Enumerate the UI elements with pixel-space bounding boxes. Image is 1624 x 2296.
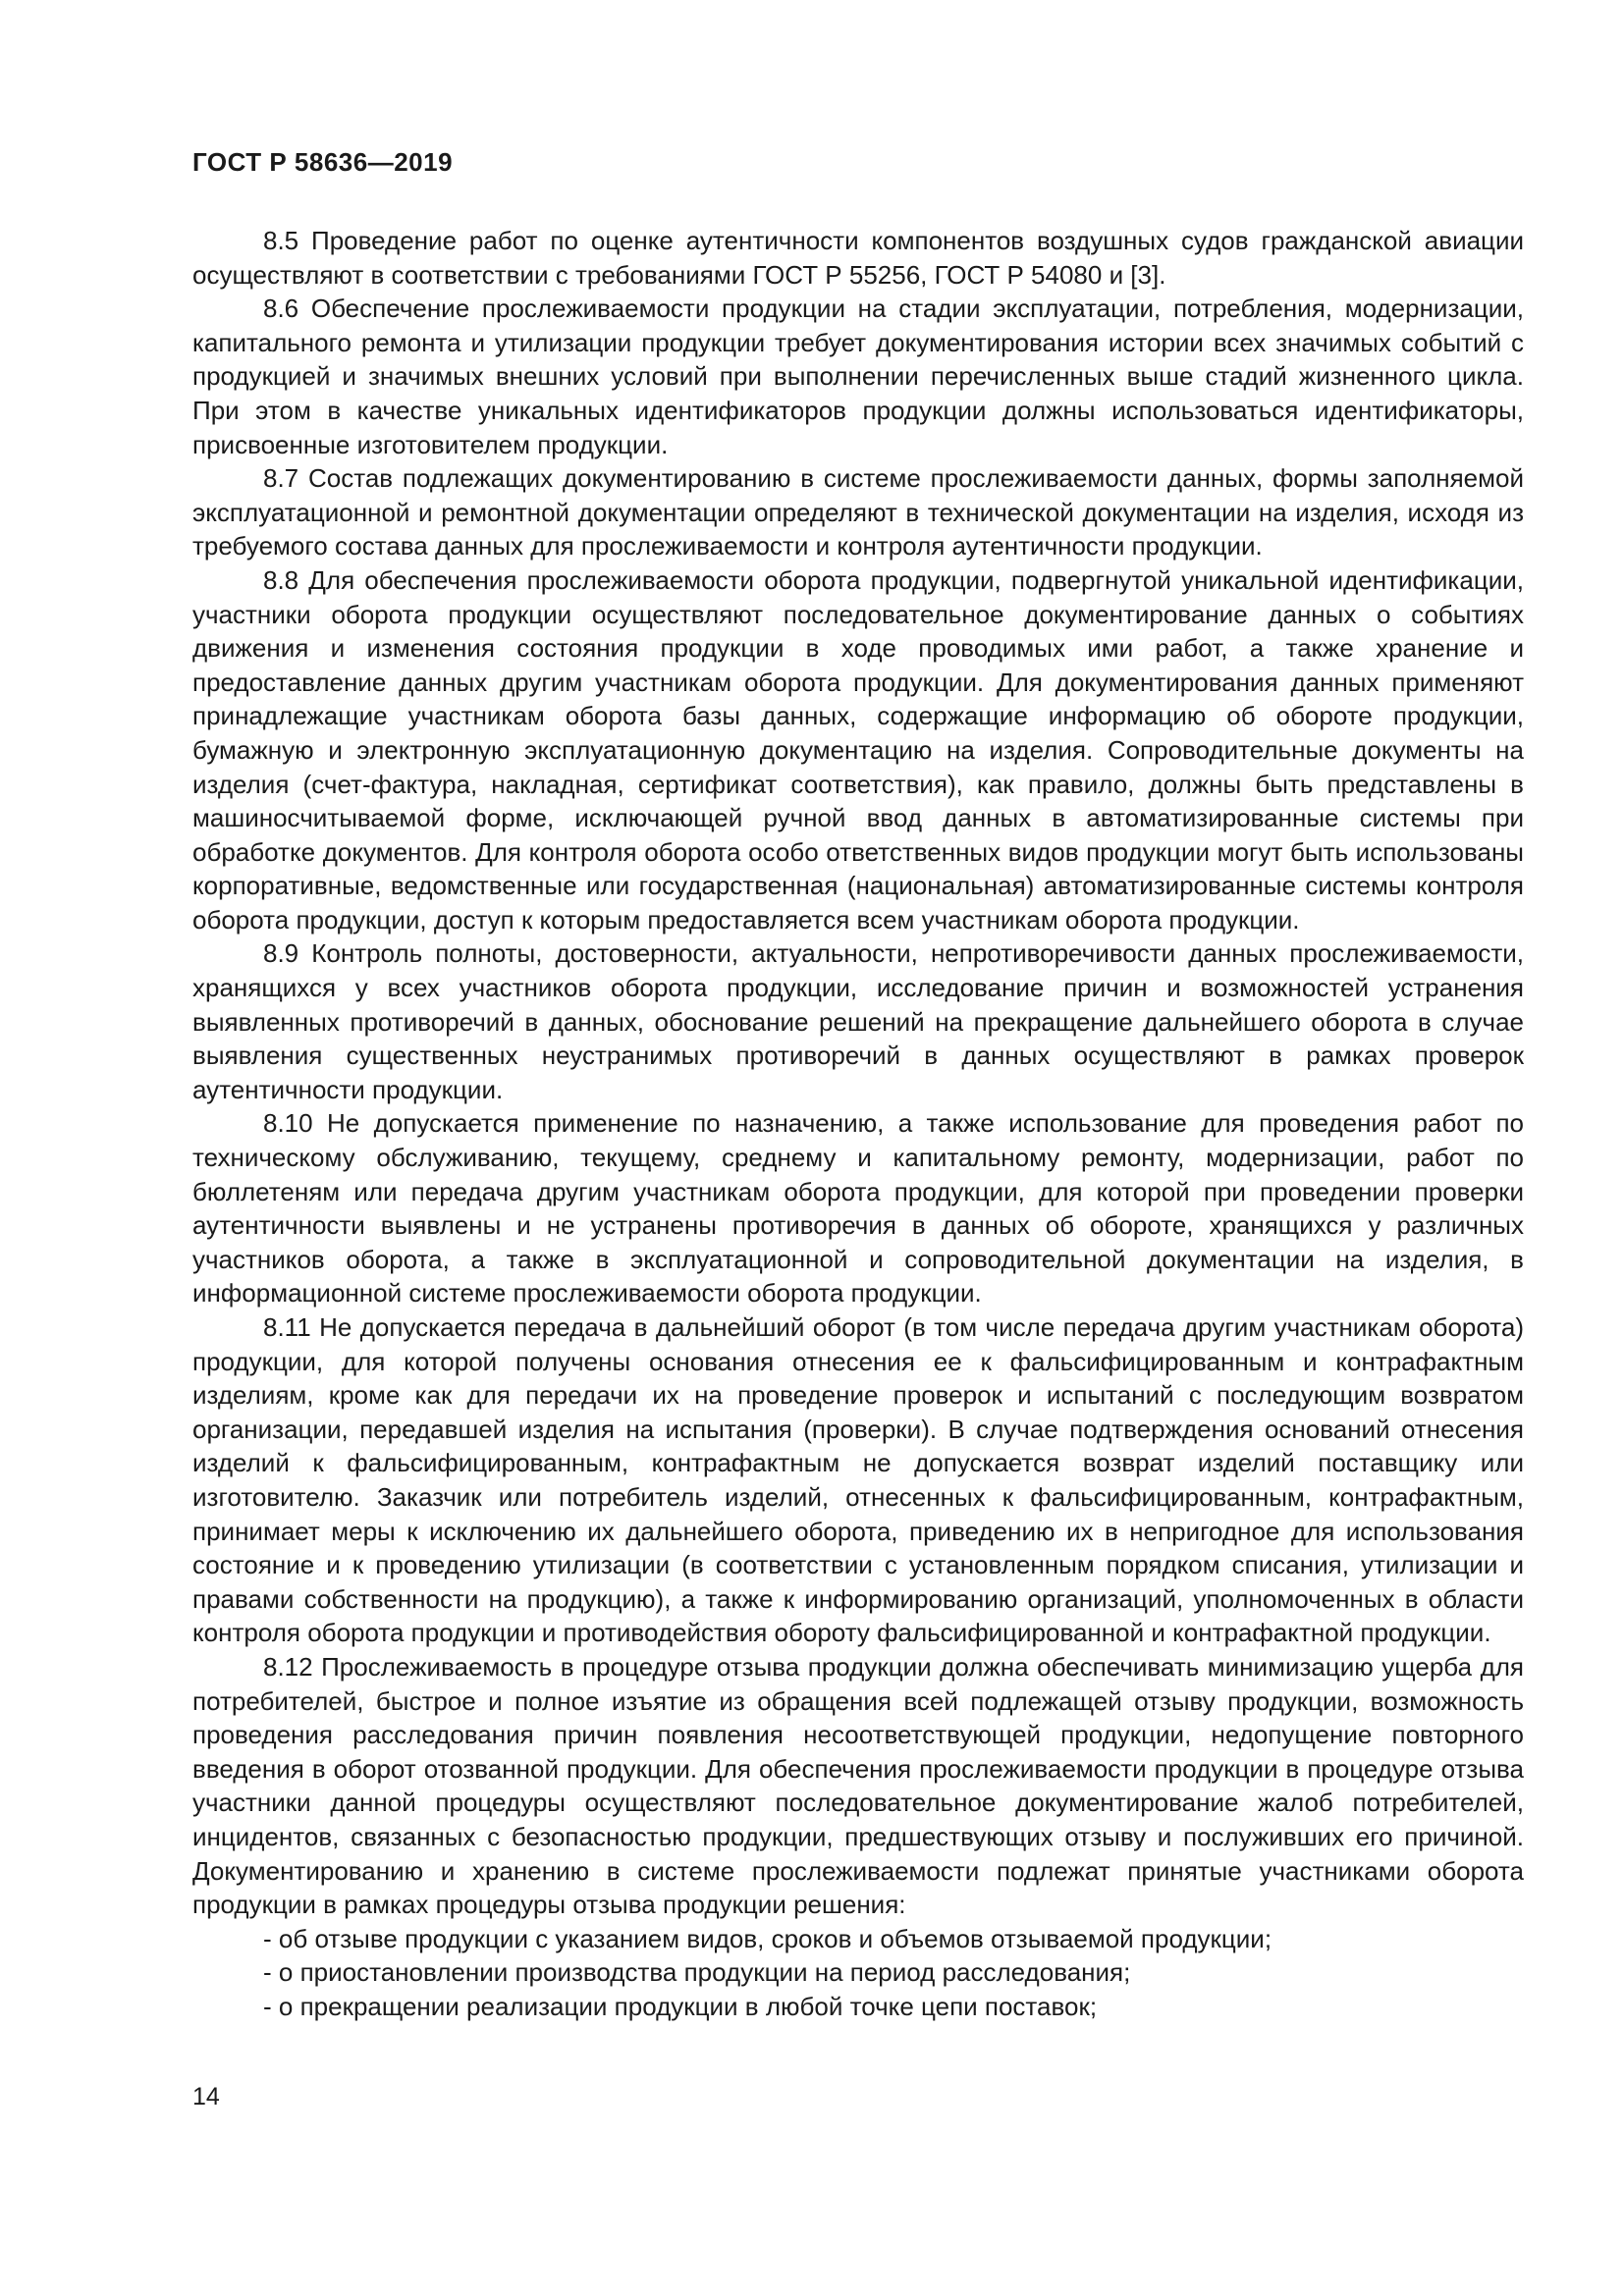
list-item: - о приостановлении производства продукции на период расследования; (263, 1957, 1131, 1988)
paragraph-8-10: 8.10 Не допускается применение по назначению, а также использование для проведения работ по техническому обслуживанию, текущему, среднему и капитальному ремонту, модернизации, работ по бюллетеням или передача другим участникам оборота продукции, для которой при проведении проверки аутентичности выявлены и не устранены противоречия в данных об обороте, хранящихся у различных участников оборота, а также в эксплуатационной и сопроводительной документации на изделия, в информационной системе прослеживаемости оборота продукции. (192, 1108, 1524, 1308)
paragraph-8-11: 8.11 Не допускается передача в дальнейший оборот (в том числе передача другим участникам оборота) продукции, для которой получены основания отнесения ее к фальсифицированным и контрафактным изделиям, кроме как для передачи их на проведение проверок и испытаний с последующим возвратом организации, передавшей изделия на испытания (проверки). В случае подтверждения оснований отнесения изделий к фальсифицированным, контрафактным не допускается возврат изделий поставщику или изготовителю. Заказчик или потребитель изделий, отнесенных к фальсифицированным, контрафактным, принимает меры к исключению их дальнейшего оборота, приведению их в непригодное для использования состояние и к проведению утилизации (в соответствии с установленным порядком списания, утилизации и правами собственности на продукцию), а также к информированию организаций, уполномоченных в области контроля оборота продукции и противодействия обороту фальсифицированной и контрафактной продукции. (192, 1312, 1524, 1648)
recall-decisions-list (192, 1922, 1524, 2024)
paragraph-8-8: 8.8 Для обеспечения прослеживаемости оборота продукции, подвергнутой уникальной идентификации, участники оборота продукции осуществляют последовательное документирование данных о событиях движения и изменения состояния продукции в ходе проводимых ими работ, а также хранение и предоставление данных другим участникам оборота продукции. Для документирования данных применяют принадлежащие участникам оборота базы данных, содержащие информацию об обороте продукции, бумажную и электронную эксплуатационную документацию на изделия. Сопроводительные документы на изделия (счет-фактура, накладная, сертификат соответствия), как правило, должны быть представлены в машиносчитываемой форме, исключающей ручной ввод данных в автоматизированные системы при обработке документов. Для контроля оборота особо ответственных видов продукции могут быть использованы корпоративные, ведомственные или государственная (национальная) автоматизированные системы контроля оборота продукции, доступ к которым предоставляется всем участникам оборота продукции. (192, 564, 1524, 934)
paragraph-8-12: 8.12 Прослеживаемость в процедуре отзыва продукции должна обеспечивать минимизацию ущерба для потребителей, быстрое и полное изъятие из обращения всей подлежащей отзыву продукции, возможность проведения расследования причин появления несоответствующей продукции, недопущение повторного введения в оборот отозванной продукции. Для обеспечения прослеживаемости продукции в процедуре отзыва участники данной процедуры осуществляют последовательное документирование жалоб потребителей, инцидентов, связанных с безопасностью продукции, предшествующих отзыву и послуживших его причиной. Документированию и хранению в системе прослеживаемости подлежат принятые участниками оборота продукции в рамках процедуры отзыва продукции решения: (192, 1651, 1524, 1920)
page-number: 14 (192, 2083, 220, 2110)
document-body (192, 224, 1524, 2023)
list-item: - о прекращении реализации продукции в любой точке цепи поставок; (263, 1991, 1098, 2021)
paragraph-8-6: 8.6 Обеспечение прослеживаемости продукции на стадии эксплуатации, потребления, модернизации, капитального ремонта и утилизации продукции требует документирования истории всех значимых событий с продукцией и значимых внешних условий при выполнении перечисленных выше стадий жизненного цикла. При этом в качестве уникальных идентификаторов продукции должны использоваться идентификаторы, присвоенные изготовителем продукции. (192, 294, 1524, 459)
list-item: - об отзыве продукции с указанием видов, сроков и объемов отзываемой продукции; (263, 1923, 1272, 1953)
document-code-header: ГОСТ Р 58636—2019 (192, 147, 454, 177)
paragraph-8-5: 8.5 Проведение работ по оценке аутентичности компонентов воздушных судов гражданской авиации осуществляют в соответствии с требованиями ГОСТ Р 55256, ГОСТ Р 54080 и [3]. (192, 226, 1524, 290)
paragraph-8-7: 8.7 Состав подлежащих документированию в системе прослеживаемости данных, формы заполняемой эксплуатационной и ремонтной документации определяют в технической документации на изделия, исходя из требуемого состава данных для прослеживаемости и контроля аутентичности продукции. (192, 463, 1524, 561)
paragraph-8-9: 8.9 Контроль полноты, достоверности, актуальности, непротиворечивости данных прослеживаемости, хранящихся у всех участников оборота продукции, исследование причин и возможностей устранения выявленных противоречий в данных, обоснование решений на прекращение дальнейшего оборота в случае выявления существенных неустранимых противоречий в данных осуществляют в рамках проверок аутентичности продукции. (192, 938, 1524, 1104)
